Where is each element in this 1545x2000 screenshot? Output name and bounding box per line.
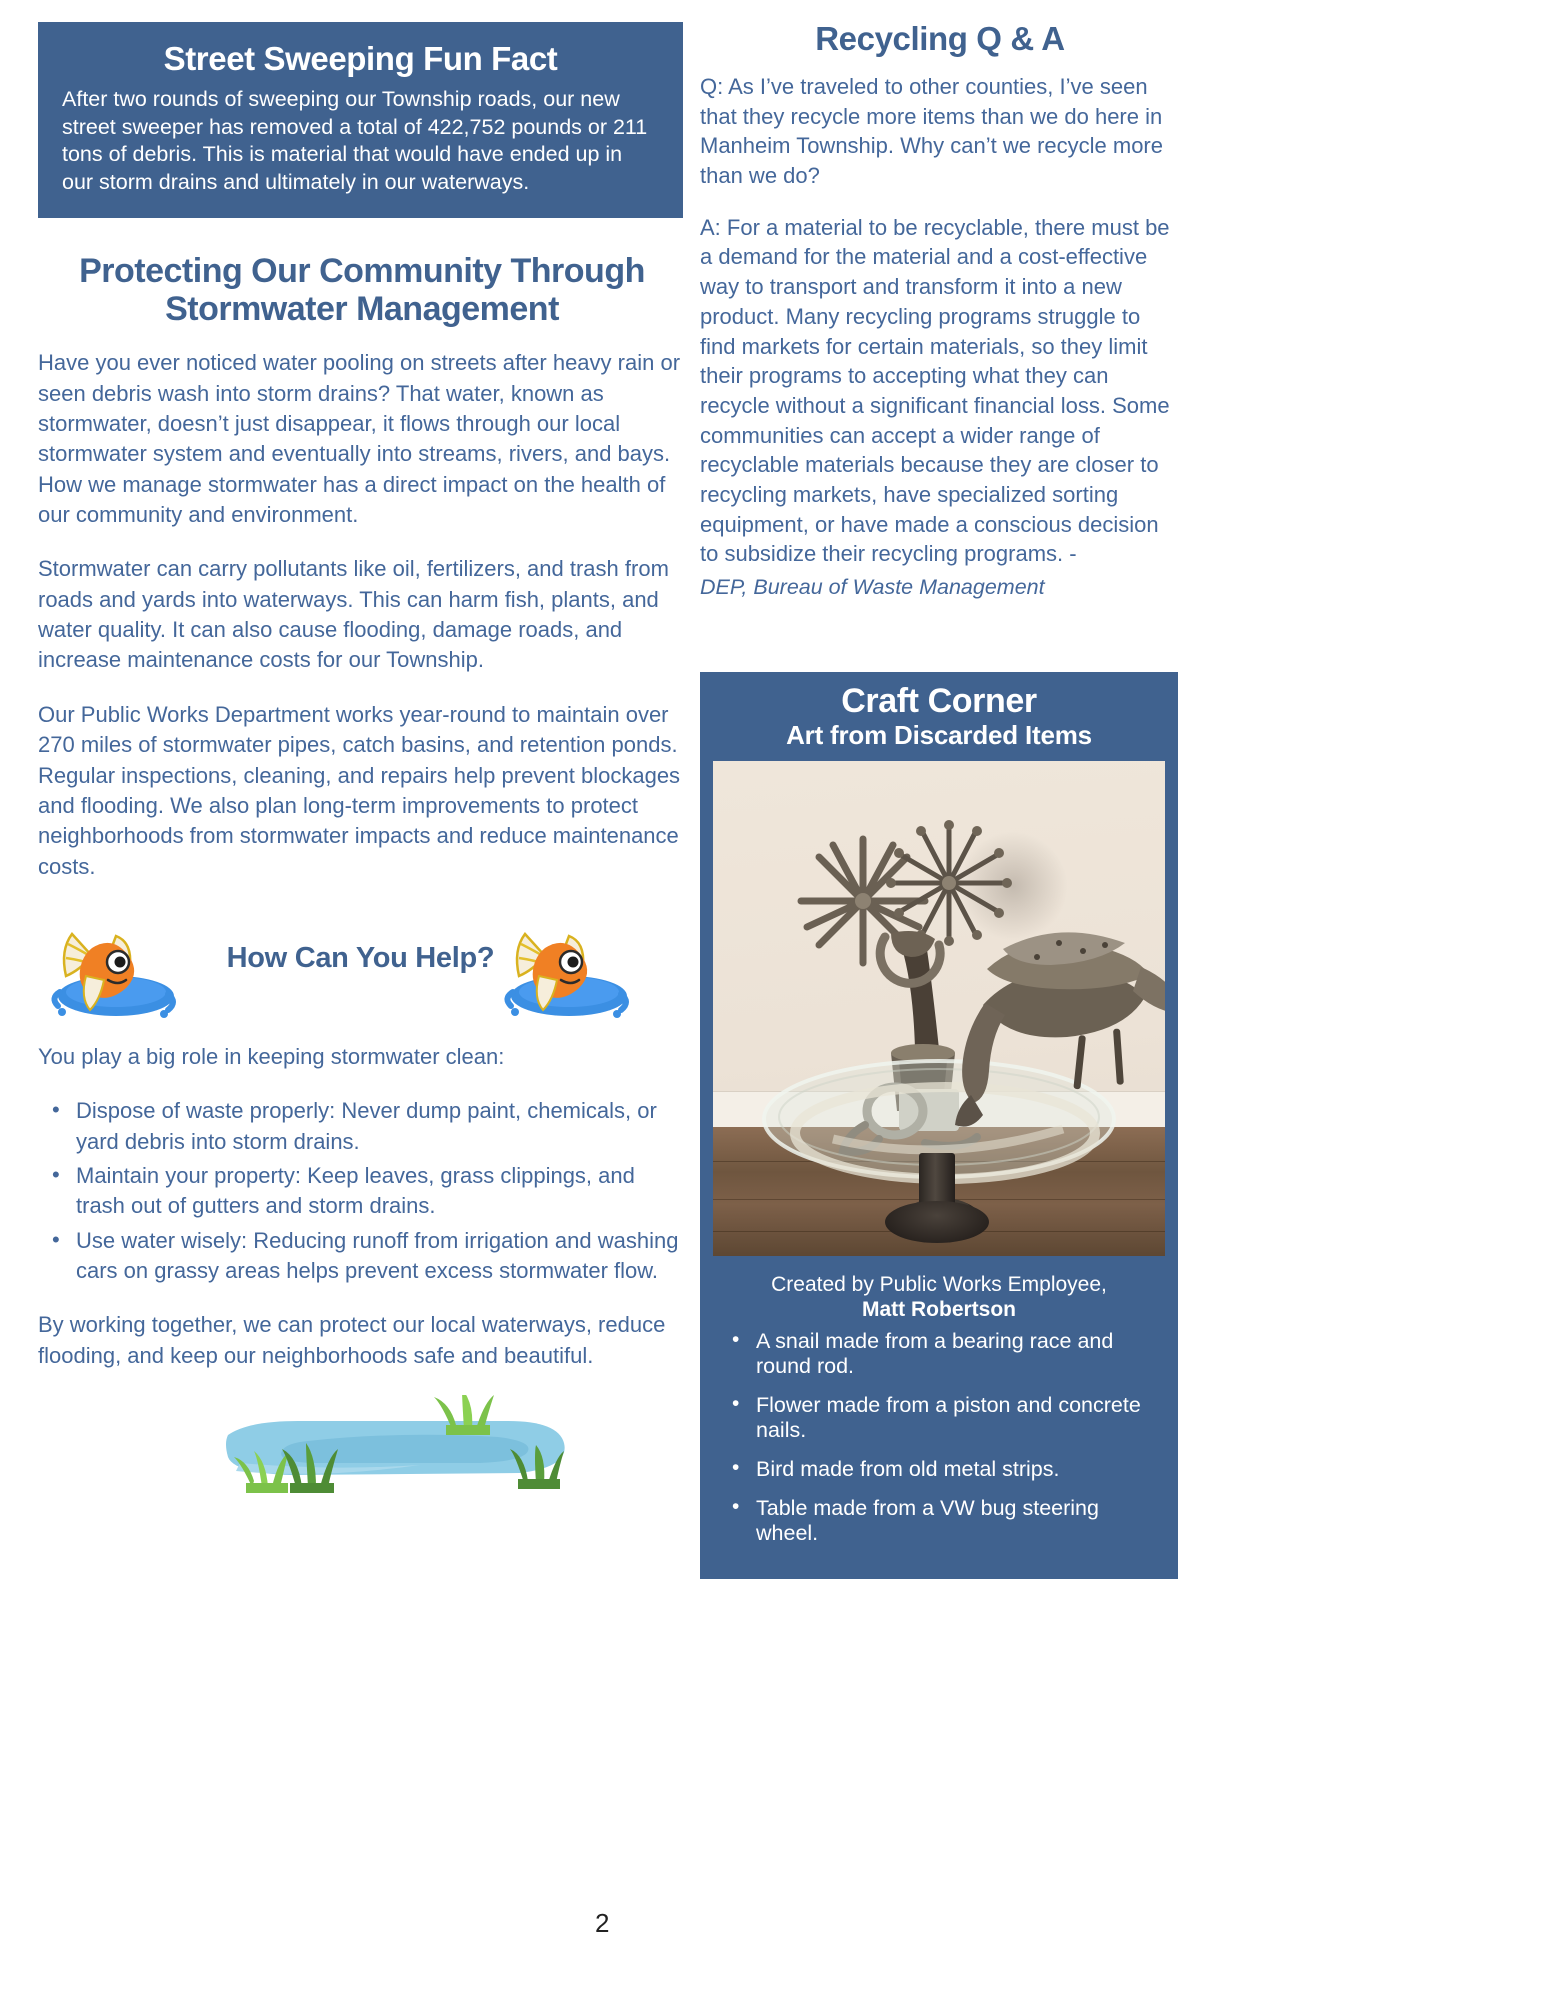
list-item: • Bird made from old metal strips. xyxy=(722,1457,1160,1482)
recycling-attribution: DEP, Bureau of Waste Management xyxy=(700,575,1045,599)
craft-corner-photo xyxy=(713,761,1165,1256)
how-can-you-help-row xyxy=(38,908,683,1028)
street-sweeping-fun-fact-box xyxy=(38,22,683,218)
recycling-question: Q: As I’ve traveled to other counties, I’ve seen that they recycle more items than we do here in Manheim Township. Why can’t we recycle more than we do? xyxy=(700,74,1163,189)
stormwater-paragraph-1: Have you ever noticed water pooling on streets after heavy rain or seen debris wash into storm drains? That water, known as stormwater, doesn’t just disappear, it flows through our local stormwater system and eventually into streams, rivers, and bays. How we manage stormwater has a direct impact on the health of our community and environment. xyxy=(38,350,681,528)
help-bullet-list xyxy=(38,1096,683,1286)
stormwater-closing: By working together, we can protect our local waterways, reduce flooding, and keep our neighborhoods safe and beautiful. xyxy=(38,1312,666,1368)
craft-corner-bullet-list xyxy=(700,1329,1178,1580)
list-item: • Table made from a VW bug steering wheel. xyxy=(722,1496,1160,1546)
stormwater-paragraph-2: Stormwater can carry pollutants like oil, fertilizers, and trash from roads and yards into waterways. This can harm fish, plants, and water quality. It can also cause flooding, damage roads, and increase maintenance costs for our Township. xyxy=(38,556,669,673)
list-item: • Dispose of waste properly: Never dump paint, chemicals, or yard debris into storm drains. xyxy=(38,1096,683,1157)
stormwater-paragraph-3: Our Public Works Department works year-round to maintain over 270 miles of stormwater pipes, catch basins, and retention ponds. Regular inspections, cleaning, and repairs help prevent blockages and flooding. We also plan long-term improvements to protect neighborhoods from stormwater impacts and reduce maintenance costs. xyxy=(38,701,681,879)
craft-caption-prefix: Created by Public Works Employee, xyxy=(771,1272,1107,1296)
right-column xyxy=(700,20,1180,600)
fun-fact-title: Street Sweeping Fun Fact xyxy=(163,40,558,77)
craft-corner-title: Craft Corner xyxy=(841,682,1037,720)
craft-corner-caption xyxy=(700,1256,1178,1329)
recycling-qa-heading: Recycling Q & A xyxy=(815,20,1065,57)
goldfish-right-icon xyxy=(499,914,635,1029)
help-intro-text: You play a big role in keeping stormwater clean: xyxy=(38,1043,505,1069)
pond-illustration-wrap xyxy=(38,1395,683,1505)
craft-corner-panel xyxy=(700,672,1178,1579)
craft-corner-subtitle: Art from Discarded Items xyxy=(786,719,1092,750)
craft-caption-name: Matt Robertson xyxy=(862,1298,1016,1322)
how-can-you-help-title: How Can You Help? xyxy=(226,941,495,974)
list-item: • Flower made from a piston and concrete nails. xyxy=(722,1393,1160,1443)
fun-fact-body: After two rounds of sweeping our Township roads, our new street sweeper has removed a total of 422,752 pounds or 211 tons of debris. This is material that would have ended up in our storm drains and ultimately in our waterways. xyxy=(62,87,648,194)
list-item: • A snail made from a bearing race and round rod. xyxy=(722,1329,1160,1379)
list-item: • Use water wisely: Reducing runoff from irrigation and washing cars on grassy areas helps prevent excess stormwater flow. xyxy=(38,1226,683,1287)
pond-with-grass-icon xyxy=(188,1395,588,1505)
recycling-answer: A: For a material to be recyclable, there must be a demand for the material and a cost-effective way to transport and transform it into a new product. Many recycling programs struggle to find markets for certain materials, so they limit their programs to accepting what they can recycle without a significant financial loss. Some communities can accept a wider range of recyclable materials because they are closer to recycling markets, have specialized sorting equipment, or have made a conscious decision to subsidize their recycling programs. - xyxy=(700,214,1170,567)
page-number: 2 xyxy=(595,1908,610,1938)
stormwater-heading: Protecting Our Community Through Stormwater Management xyxy=(79,252,645,329)
photo-table-base xyxy=(885,1201,989,1243)
list-item: • Maintain your property: Keep leaves, grass clippings, and trash out of gutters and storm drains. xyxy=(38,1161,683,1222)
left-column xyxy=(38,22,683,1505)
